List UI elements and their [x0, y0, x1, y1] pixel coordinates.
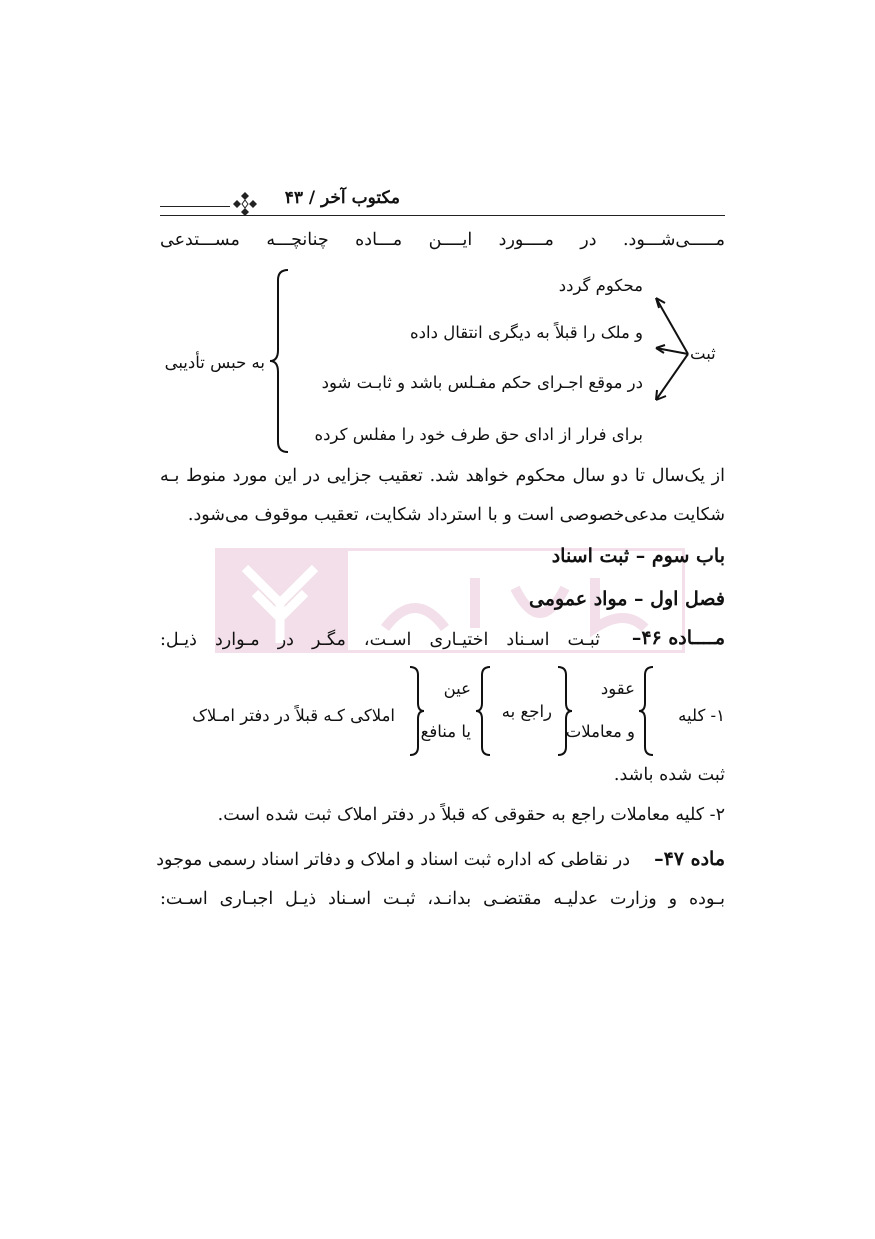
section-heading: فصل اول – مواد عمومی	[528, 588, 725, 610]
body-line: مـــــی‌شـــود. در مــــورد ایــــن مـــاده چنانچـــه مســـتدعی	[160, 230, 725, 250]
diagram-item: و معاملات	[565, 722, 635, 741]
article-number: مــــاده ۴۶–	[631, 627, 725, 649]
article-text: در نقاطی که اداره ثبت اسناد و املاک و دفاتر اسناد رسمی موجود	[156, 850, 630, 870]
diagram-item: محکوم گردد	[558, 276, 643, 295]
arrows-icon	[650, 292, 692, 408]
header-rule	[160, 215, 725, 216]
curly-brace-icon	[637, 665, 655, 757]
header-rule-left	[160, 206, 230, 207]
diagram-item: و ملک را قبلاً به دیگری انتقال داده	[410, 323, 643, 342]
article-text: ثبـت اسـناد اختیـاری اسـت، مگـر در مـوارد ذیـل:	[160, 630, 600, 650]
article-number: ماده ۴۷–	[654, 848, 725, 870]
diagram-left-label: ثبت	[690, 344, 716, 363]
curly-brace-icon	[408, 665, 426, 757]
diagram-suffix: املاکی کـه قبلاً در دفتر امـلاک	[192, 706, 395, 725]
body-line: شکایت مدعی‌خصوصی است و با استرداد شکایت، تعقیب موقوف می‌شود.	[187, 505, 725, 525]
curly-brace-icon	[474, 665, 492, 757]
body-line: از یک‌سال تا دو سال محکوم خواهد شد. تعقیب جزایی در این مورد منوط بـه	[160, 466, 725, 486]
running-header: مکتوب آخر / ۴۳	[284, 188, 400, 208]
diagram-prefix: ۱- کلیه	[678, 706, 725, 725]
ornament-icon	[229, 190, 261, 218]
diagram-item: عقود	[600, 679, 635, 698]
body-line: ۲- کلیه معاملات راجع به حقوقی که قبلاً در دفتر املاک ثبت شده است.	[217, 805, 725, 825]
diagram-middle: راجع به	[501, 702, 552, 721]
curly-brace-icon	[556, 665, 574, 757]
diagram-item: یا منافع	[420, 722, 471, 741]
body-line: بـوده و وزارت عدلیـه مقتضـی بدانـد، ثبـت اسـناد ذیـل اجبـاری اسـت:	[160, 889, 725, 909]
body-line: ثبت شده باشد.	[613, 765, 725, 785]
diagram-item: عین	[443, 679, 471, 698]
curly-brace-icon	[268, 268, 290, 454]
diagram-item: برای فرار از ادای حق طرف خود را مفلس کرده	[314, 425, 643, 444]
chapter-heading: باب سوم – ثبت اسناد	[551, 545, 725, 567]
diagram-right-label: به حبس تأدیبی	[164, 353, 265, 372]
diagram-item: در موقع اجـرای حکم مفـلس باشد و ثابـت شود	[321, 373, 643, 392]
